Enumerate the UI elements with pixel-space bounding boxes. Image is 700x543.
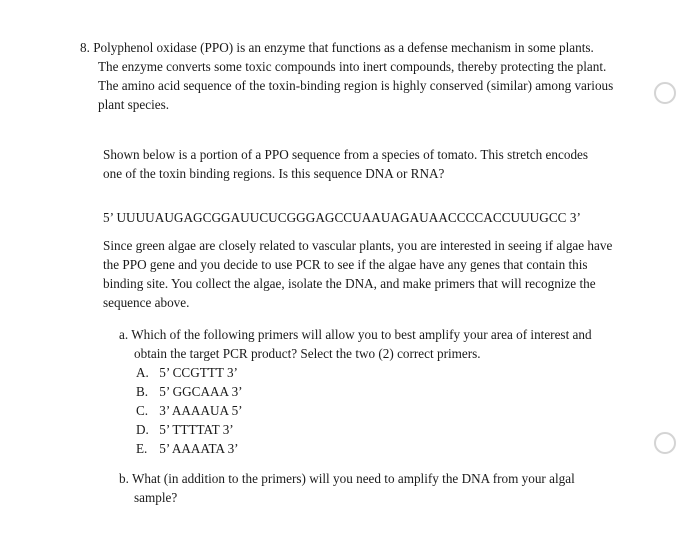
intro-line-4: plant species. [98, 97, 170, 112]
intro-line-3: The amino acid sequence of the toxin-binding region is highly conserved (similar) among various [98, 78, 614, 93]
primer-options-list [119, 363, 639, 458]
question-8-intro [80, 38, 640, 114]
option-text: 5’ AAAATA 3’ [159, 441, 239, 456]
intro-line-1: Polyphenol oxidase (PPO) is an enzyme that functions as a defense mechanism in some plants. [93, 40, 594, 55]
option-b [136, 382, 639, 401]
since-line-2: the PPO gene and you decide to use PCR to see if the algae have any genes that contain this [103, 257, 588, 272]
part-a-label: a. [119, 327, 129, 342]
option-letter: B. [136, 384, 149, 399]
part-a [119, 325, 639, 458]
option-letter: C. [136, 403, 149, 418]
option-letter: A. [136, 365, 149, 380]
intro-line-2: The enzyme converts some toxic compounds into inert compounds, thereby protecting the plant. [98, 59, 607, 74]
option-d [136, 420, 639, 439]
since-line-4: sequence above. [103, 295, 190, 310]
part-a-line-1: Which of the following primers will allow you to best amplify your area of interest and [131, 327, 592, 342]
shown-line-1: Shown below is a portion of a PPO sequence from a species of tomato. This stretch encodes [103, 147, 589, 162]
since-line-1: Since green algae are closely related to vascular plants, you are interested in seeing if algae have [103, 238, 613, 253]
shown-paragraph [103, 145, 643, 183]
option-c [136, 401, 639, 420]
part-b [119, 469, 639, 507]
part-a-line-2: obtain the target PCR product? Select the two (2) correct primers. [134, 346, 481, 361]
option-letter: D. [136, 422, 149, 437]
part-b-label: b. [119, 471, 129, 486]
option-text: 5’ CCGTTT 3’ [159, 365, 238, 380]
answer-radio-button-2[interactable] [654, 432, 676, 454]
since-line-3: binding site. You collect the algae, isolate the DNA, and make primers that will recognize the [103, 276, 596, 291]
part-b-line-1: What (in addition to the primers) will you need to amplify the DNA from your algal [131, 471, 575, 486]
option-text: 5’ TTTTAT 3’ [159, 422, 234, 437]
answer-radio-button-1[interactable] [654, 82, 676, 104]
shown-line-2: one of the toxin binding regions. Is this sequence DNA or RNA? [103, 166, 445, 181]
option-text: 3’ AAAAUA 5’ [159, 403, 243, 418]
option-e [136, 439, 639, 458]
rna-sequence: 5’ UUUUAUGAGCGGAUUCUCGGGAGCCUAAUAGAUAACCCCACCUUUGCC 3’ [103, 210, 581, 225]
question-number: 8. [80, 40, 90, 55]
option-text: 5’ GGCAAA 3’ [159, 384, 243, 399]
option-letter: E. [136, 441, 148, 456]
option-a [136, 363, 639, 382]
since-paragraph [103, 236, 643, 312]
part-b-line-2: sample? [134, 490, 178, 505]
